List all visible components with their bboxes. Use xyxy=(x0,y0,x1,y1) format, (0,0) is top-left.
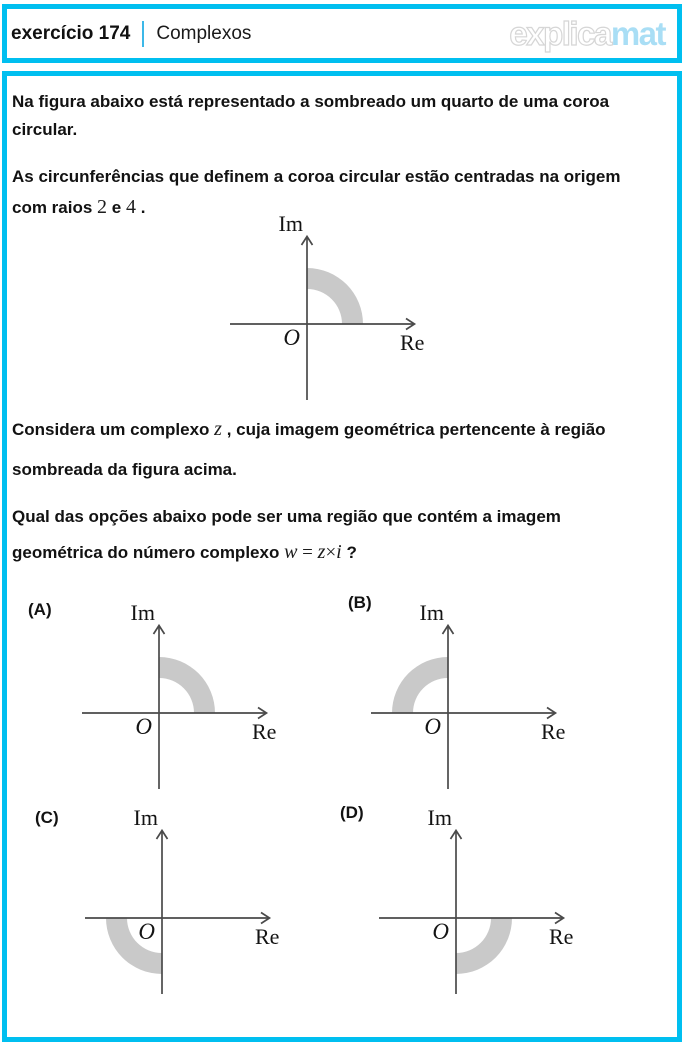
option-d-label: (D) xyxy=(340,802,364,822)
origin-label: O xyxy=(283,325,300,351)
im-axis-label: Im xyxy=(133,804,158,830)
re-axis-label: Re xyxy=(541,718,566,744)
option-b-figure xyxy=(364,601,579,796)
option-c xyxy=(12,806,332,1001)
radii-text: As circunferências que definem a coroa circular estão centradas na origem com raios xyxy=(12,167,621,218)
exercise-number: exercício 174 xyxy=(11,22,131,44)
consider-text-before: Considera um complexo xyxy=(12,420,210,440)
brand-logo xyxy=(509,17,667,50)
radius-inner-value: 2 xyxy=(97,196,108,219)
re-axis-label: Re xyxy=(252,718,277,744)
logo-explica: explica xyxy=(509,15,611,52)
im-axis-label: Im xyxy=(278,211,303,237)
re-axis-label: Re xyxy=(255,923,280,949)
radius-outer-value: 4 xyxy=(125,196,136,219)
paragraph-consider xyxy=(12,407,632,488)
logo-mat: mat xyxy=(610,15,665,52)
header-box xyxy=(2,4,682,63)
formula-equals: = xyxy=(302,541,313,563)
im-axis-label: Im xyxy=(427,804,452,830)
quarter-annulus-region xyxy=(307,268,363,324)
header-divider xyxy=(142,21,144,47)
option-a-figure xyxy=(75,601,290,796)
re-axis-label: Re xyxy=(549,923,574,949)
option-c-label: (C) xyxy=(35,807,59,827)
paragraph-question xyxy=(12,500,627,572)
option-b-label: (B) xyxy=(348,592,372,612)
radii-period: . xyxy=(140,198,146,218)
var-z: z xyxy=(214,418,222,441)
main-figure xyxy=(223,212,438,407)
formula-var-z: z xyxy=(317,540,326,563)
option-b xyxy=(332,592,652,796)
consider-text-after: , cuja imagem geométrica pertencente à região sombreada da figura acima. xyxy=(12,420,606,480)
origin-label: O xyxy=(432,918,449,944)
formula-var-w: w xyxy=(284,540,298,563)
exercise-topic: Complexos xyxy=(156,22,252,44)
option-a xyxy=(12,601,332,796)
options-row-2 xyxy=(12,802,671,1001)
quarter-annulus-region xyxy=(456,918,512,974)
formula-question-mark: ? xyxy=(346,542,357,562)
im-axis-label: Im xyxy=(419,599,444,625)
origin-label: O xyxy=(138,918,155,944)
origin-label: O xyxy=(424,713,441,739)
re-axis-label: Re xyxy=(400,330,425,356)
question-text: Qual das opções abaixo pode ser uma região que contém a imagem geométrica do número complexo xyxy=(12,506,561,562)
formula-var-i: i xyxy=(336,540,342,563)
paragraph-intro: Na figura abaixo está representado a sombreado um quarto de uma coroa circular. xyxy=(12,92,610,140)
options-row-1 xyxy=(12,592,671,796)
im-axis-label: Im xyxy=(130,599,155,625)
option-d xyxy=(332,802,652,1001)
content-box xyxy=(2,71,682,1042)
formula-times: × xyxy=(325,541,337,563)
quarter-annulus-region xyxy=(159,657,215,713)
option-c-figure xyxy=(78,806,293,1001)
quarter-annulus-region xyxy=(392,657,448,713)
option-a-label: (A) xyxy=(28,599,52,619)
origin-label: O xyxy=(135,713,152,739)
option-d-figure xyxy=(372,806,587,1001)
radii-conjunction: e xyxy=(111,198,122,218)
options-grid xyxy=(12,592,671,1001)
